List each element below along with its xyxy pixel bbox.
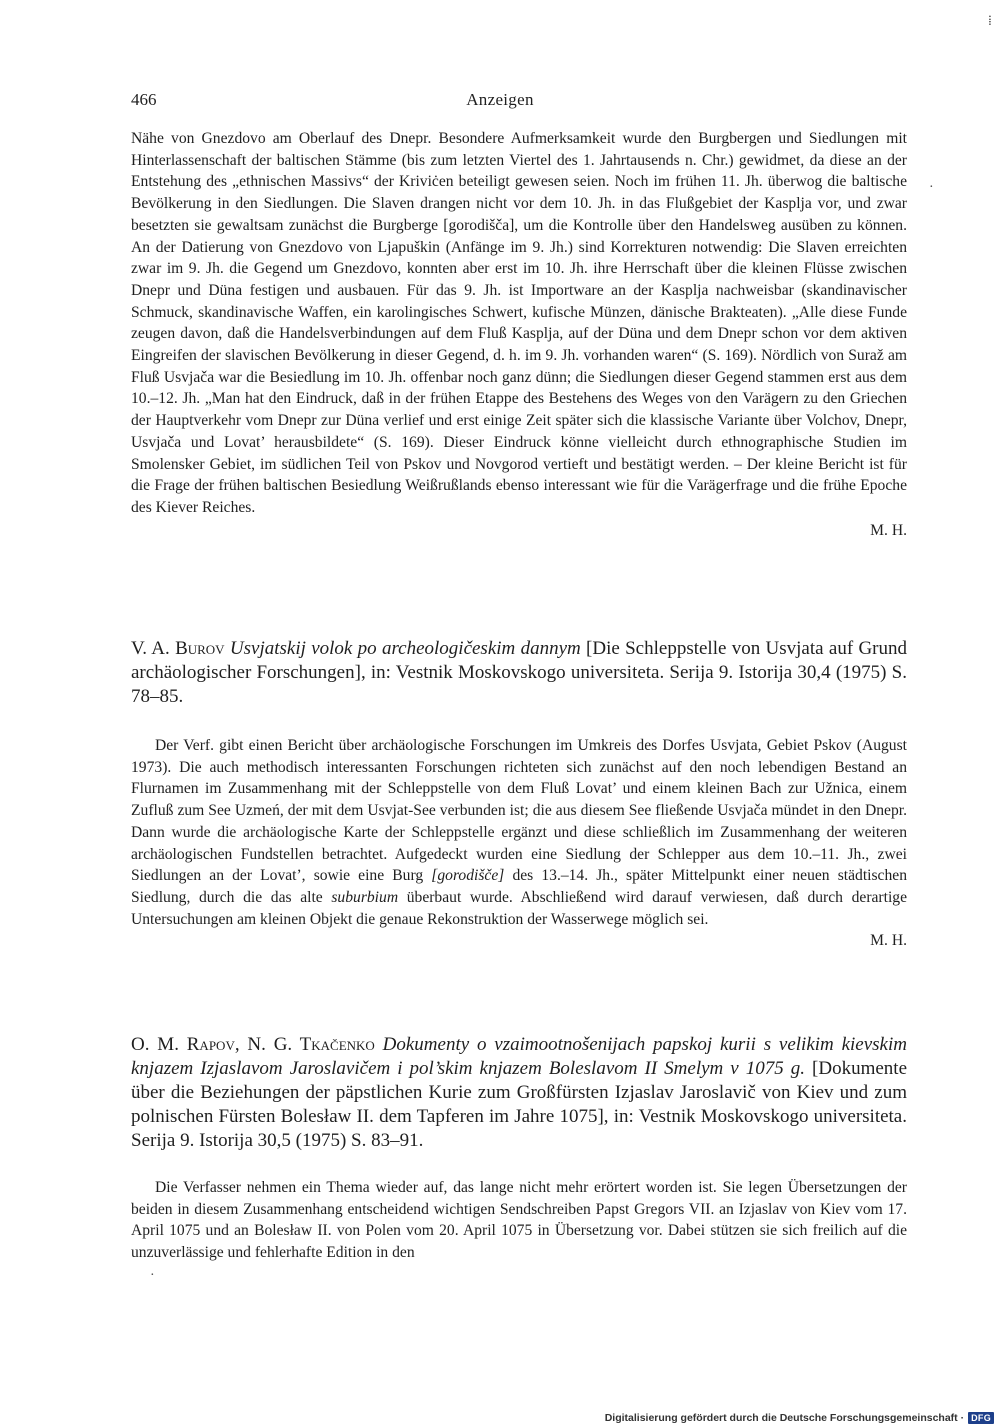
footer-funding — [605, 1412, 994, 1424]
entry3-citation: [Dokumente über die Beziehungen der päpstlichen Kurie zum Großfürsten Izjaslav Jaroslavič von Kiev und zum polnischen Fürsten Bolesław II. dem Tapferen im Jahre 1075], in: Vestnik Moskovskogo universiteta. Serija 9. Istorija 30,5 (1975) S. 83–91. — [131, 1058, 908, 1151]
entry3-title-ru: Dokumenty o vzaimootnošenijach papskoj kurii s velikim kievskim knjazem Izjaslavom Jaroslavičem i pol’skim knjazem Boleslavom II Smelym v 1075 g. — [131, 1034, 907, 1079]
entry2-heading — [131, 637, 907, 709]
entry2-title-ru: Usvjatskij volok po archeologičeskim dannym — [229, 638, 581, 659]
review1-text: Nähe von Gnezdovo am Oberlauf des Dnepr. Besondere Aufmerksamkeit wurde den Burgbergen und Siedlungen mit Hinterlassenschaft der baltischen Stämme (bis zum letzten Viertel des 1. Jahrtausends n. Chr.) gewidmet, da diese an der Entstehung des „ethnischen Massivs“ der Kriviċen beteiligt gewesen seien. Noch im frühen 11. Jh. überwog die baltische Bevölkerung in den Siedlungen. Die Slaven drangen nicht vor dem 10. Jh. in das Flußgebiet der Kasplja vor, und zwar besetzten sie gewaltsam zunächst die Burgberge [gorodišča], um die Kontrolle über den Handelsweg ausüben zu können. An der Datierung von Gnezdovo von Ljapuškin (Anfänge im 9. Jh.) sind Korrekturen notwendig: Die Slaven erreichten zwar im 9. Jh. die Gegend um Gnezdovo, konnten aber erst im 10. Jh. ihre Herrschaft über die kleinen Flüsse zwischen Dnepr und Düna festigen und ausbauen. Für das 9. Jh. ist Importware an der Kasplja nachweisbar (skandinavischer Schmuck, skandinavische Waffen, ein karolingisches Schwert, kufische Münzen, dänische Brakteaten). „Alle diese Funde zeugen davon, daß die Handelsverbindungen auf dem Fluß Kasplja, auf der Düna und dem Dnepr schon vor dem aktiven Eingreifen der slavischen Bevölkerung in dieser Gegend, d. h. im 9. Jh. vorhanden waren“ (S. 169). Nördlich von Suraž am Fluß Usvjača war die Besiedlung im 10. Jh. offenbar noch ganz dünn; die Siedlungen dieser Gegend stammen erst aus dem 10.–12. Jh. „Man hat den Eindruck, daß in der frühen Etappe des Bestehens des Weges von den Varägern zu den Griechen der Hauptverkehr vom Dnepr zur Düna verlief und erst einige Zeit später sich die klassische Variante über Volchov, Dnepr, Usvjača und Lovat’ herausbildete“ (S. 169). Dieser Eindruck könne vielleicht durch ethnographische Studien im Smolensker Gebiet, im südlichen Teil von Pskov und Novgorod vertieft und bestätigt werden. – Der kleine Bericht ist für die Frage der frühen baltischen Besiedlung Weißrußlands ebenso interessant wie für die Varägerfrage und die frühe Epoche des Kiever Reiches. — [131, 130, 907, 516]
dfg-logo: DFG — [968, 1412, 994, 1424]
margin-mark-bottom-left: · — [150, 1268, 155, 1283]
entry2-signature: M. H. — [870, 932, 907, 950]
entry2-body-before: Der Verf. gibt einen Bericht über archäologische Forschungen im Umkreis des Dorfes Usvjata, Gebiet Pskov (August 1973). Die auch methodisch interessanten Forschungen richteten sich zunächst auf den noch lebendigen Bestand an Flurnamen im Zusammenhang mit der Schleppstelle von dem Fluß Lovat’ und einem kleinen Bach zur Užnica, einem Zufluß zum See Uzmeń, der mit dem Usvjat-See verbunden ist; die aus diesem See fließende Usvjača mündet in den Dnepr. Dann wurde die archäologische Karte der Schleppstelle ergänzt und diese schließlich im Zusammenhang der weiteren archäologischen Fundstellen betrachtet. Aufgedeckt wurden eine Siedlung der Schlepper aus dem 10.–11. Jh., zwei Siedlungen an der Lovat’, sowie eine Burg — [131, 737, 907, 885]
entry2-body-italic1: [gorodišče] — [431, 867, 505, 885]
entry2-author: V. A. Burov — [131, 638, 225, 659]
margin-mark-mid-right: · — [929, 180, 934, 195]
entry3-authors: O. M. Rapov, N. G. Tkačenko — [131, 1034, 375, 1055]
entry2-citation: [Die Schleppstelle von Usvjata auf Grund archäologischer Forschungen], in: Vestnik Moskovskogo universiteta. Serija 9. Istorija 30,4 (1975) S. 78–85. — [131, 638, 908, 707]
review1-signature: M. H. — [870, 521, 907, 539]
entry2-body — [131, 735, 907, 930]
page-number: 466 — [131, 90, 157, 109]
entry3-heading — [131, 1033, 907, 1153]
footer-funding-text: Digitalisierung gefördert durch die Deutsche Forschungsgemeinschaft · — [604, 1412, 965, 1424]
entry-rapov — [131, 1033, 907, 1264]
entry2-body-middle: des 13.–14. Jh., später Mittelpunkt einer neuen städtischen Siedlung, durch die das alte — [131, 867, 907, 906]
entry2-body-italic2: suburbium — [331, 888, 399, 906]
review-continuation — [131, 128, 907, 540]
entry-burov — [131, 637, 907, 950]
running-title: Anzeigen — [466, 90, 534, 109]
entry2-body-after: überbaut wurde. Abschließend wird darauf verwiesen, daß durch derartige Untersuchungen am kleinen Objekt die genaue Rekonstruktion der Wasserwege möglich sei. — [131, 888, 908, 928]
margin-mark-top-right: ⁞ — [988, 14, 992, 29]
entry3-body: Die Verfasser nehmen ein Thema wieder auf, das lange nicht mehr erörtert worden ist. Sie legen Übersetzungen der beiden in diesem Zusammenhang entscheidend wichtigen Sendschreiben Papst Gregors VII. an Izjaslav von Kiev vom 17. April 1075 und an Bolesław II. von Polen vom 20. April 1075 in Übersetzung vor. Dabei stützen sie sich freilich auf die unzuverlässige und fehlerhafte Edition in den — [131, 1179, 907, 1262]
